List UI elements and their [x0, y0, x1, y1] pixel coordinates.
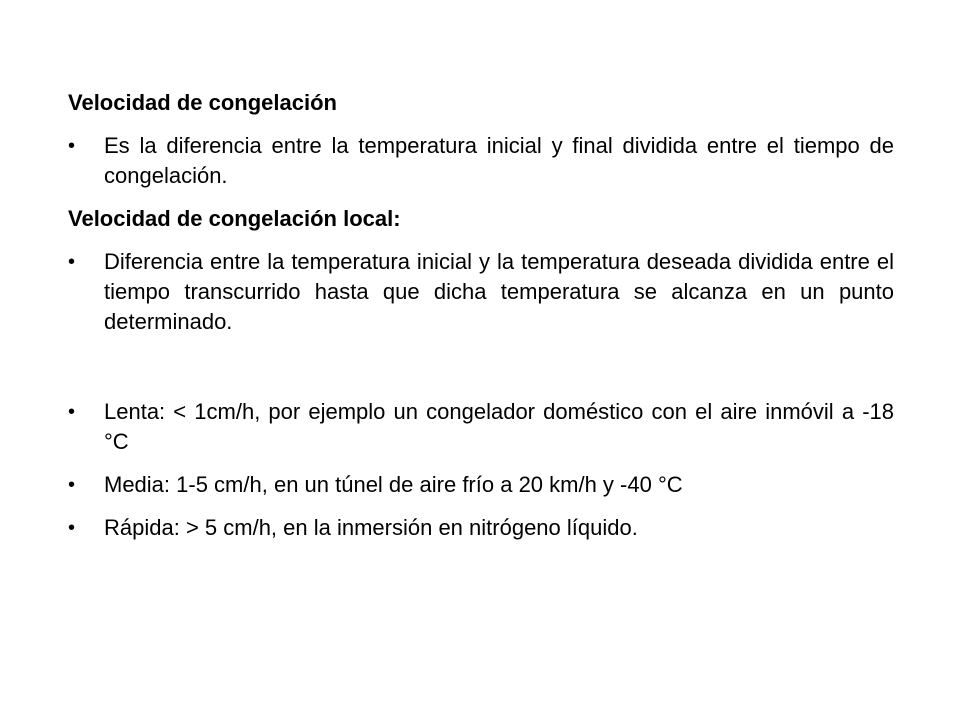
bullet-freezing-speed-definition	[68, 131, 894, 191]
bullet-icon: •	[68, 401, 76, 423]
bullet-text: Es la diferencia entre la temperatura inicial y final dividida entre el tiempo de congelación.	[104, 133, 894, 188]
slide-content	[68, 88, 894, 556]
bullet-icon: •	[68, 251, 76, 273]
spacer	[68, 350, 894, 397]
bullet-speed-slow	[68, 397, 894, 457]
bullet-icon: •	[68, 474, 76, 496]
heading-local-freezing-speed: Velocidad de congelación local:	[68, 206, 401, 231]
bullet-speed-medium	[68, 470, 894, 500]
bullet-text: Lenta: < 1cm/h, por ejemplo un congelador doméstico con el aire inmóvil a -18 °C	[104, 399, 894, 454]
heading-freezing-speed: Velocidad de congelación	[68, 90, 337, 115]
bullet-speed-fast	[68, 513, 894, 543]
bullet-text: Media: 1-5 cm/h, en un túnel de aire frío a 20 km/h y -40 °C	[104, 472, 683, 497]
bullet-icon: •	[68, 517, 76, 539]
bullet-local-freezing-speed-definition	[68, 247, 894, 337]
bullet-text: Diferencia entre la temperatura inicial y la temperatura deseada dividida entre el tiempo transcurrido hasta que dicha temperatura se alcanza en un punto determinado.	[104, 249, 894, 334]
bullet-icon: •	[68, 135, 76, 157]
bullet-text: Rápida: > 5 cm/h, en la inmersión en nitrógeno líquido.	[104, 515, 638, 540]
